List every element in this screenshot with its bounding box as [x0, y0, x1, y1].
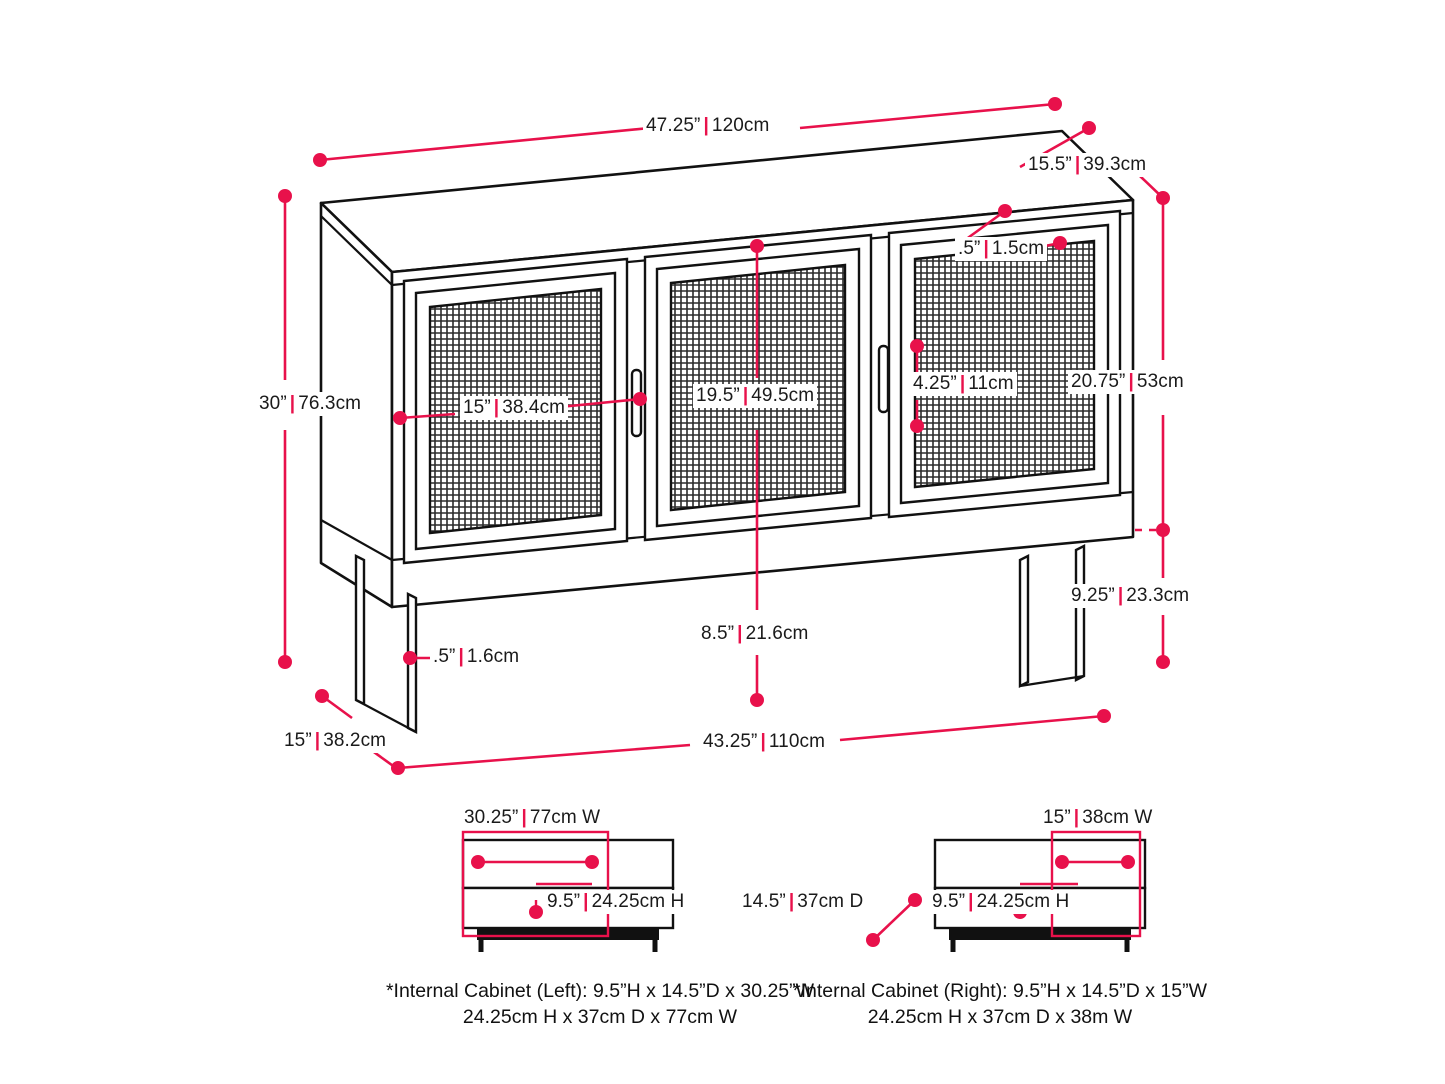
inset-left-caption-line2: 24.25cm H x 37cm D x 77cm W [462, 1006, 738, 1028]
dim-handle-length: 4.25” | 11cm [910, 372, 1017, 396]
dim-overall-height: 30” | 76.3cm [256, 392, 364, 416]
dim-value-imperial: 47.25” [646, 115, 701, 136]
inset-right-height-label: 9.5” | 24.25cm H [929, 890, 1072, 914]
inset-right-width-label: 15” | 38cm W [1040, 806, 1155, 830]
dim-cabinet-base-clearance: 8.5” | 21.6cm [698, 622, 811, 646]
dim-overall-width-top: 47.25” | 120cm [643, 114, 772, 138]
inset-left-width-label: 30.25” | 77cm W [461, 806, 603, 830]
dim-base-depth: 15” | 38.2cm [281, 729, 389, 753]
inset-left-height-label: 9.5” | 24.25cm H [544, 890, 687, 914]
inset-right-caption-line1: *Internal Cabinet (Right): 9.5”H x 14.5”D x 15”W [793, 980, 1207, 1002]
dim-base-width: 43.25” | 110cm [700, 730, 828, 754]
dim-center-door-width: 19.5” | 49.5cm [693, 384, 817, 408]
dim-overall-depth-top: 15.5” | 39.3cm [1025, 153, 1149, 177]
dim-door-height: 20.75” | 53cm [1068, 370, 1187, 394]
inset-left-caption-line1: *Internal Cabinet (Left): 9.5”H x 14.5”D x 30.25”W [385, 980, 815, 1002]
dim-value-metric: 120cm [711, 115, 770, 136]
dim-leg-height: 9.25” | 23.3cm [1068, 584, 1192, 608]
dim-top-thickness: .5” | 1.5cm [955, 237, 1047, 261]
dim-leg-thickness: .5” | 1.6cm [430, 645, 522, 669]
inset-right-caption-line2: 24.25cm H x 37cm D x 38m W [867, 1006, 1133, 1028]
inset-depth-line [873, 900, 915, 940]
dim-left-door-width: 15” | 38.4cm [460, 396, 568, 420]
inset-depth-label: 14.5” | 37cm D [739, 890, 866, 914]
